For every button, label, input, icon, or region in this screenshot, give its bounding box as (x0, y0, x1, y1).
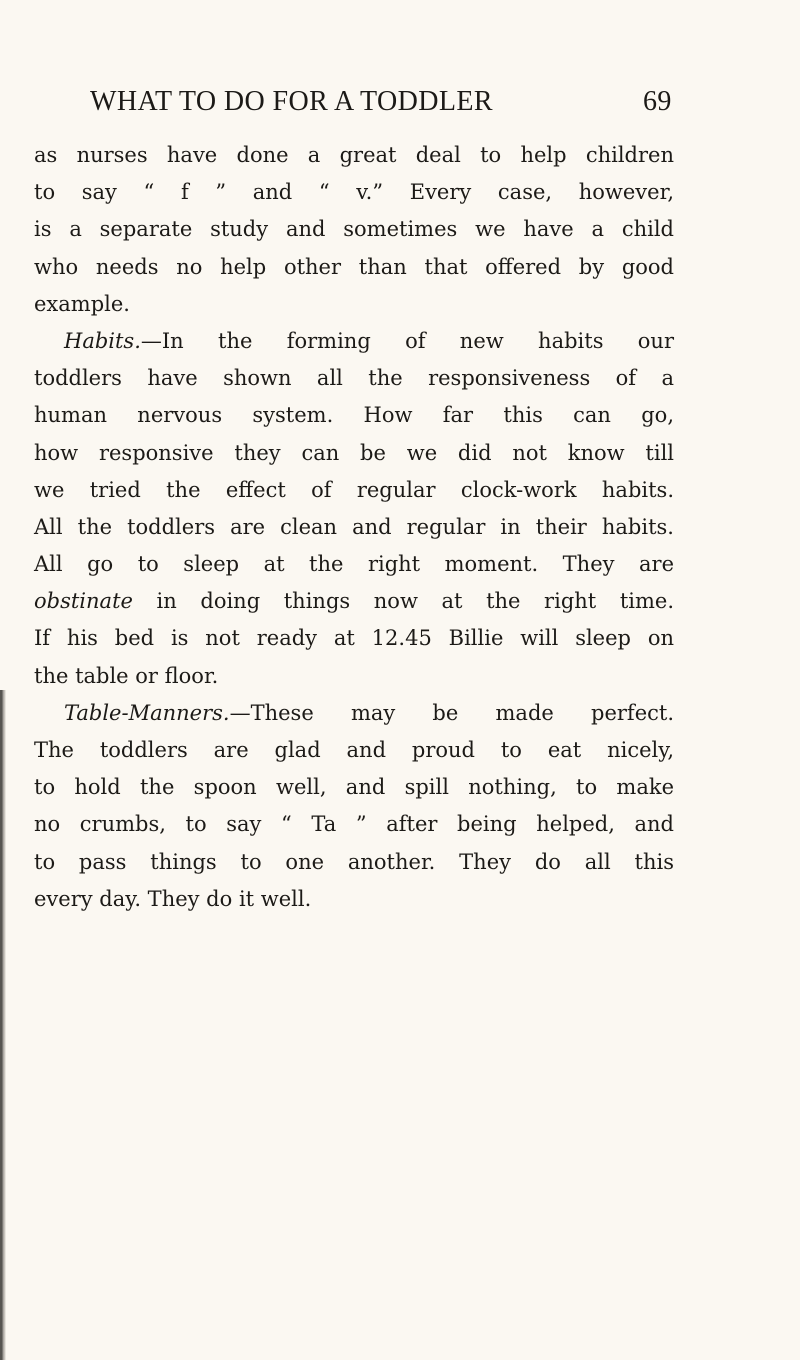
text-line: All the toddlers are clean and regular in their habits. (34, 514, 674, 539)
text-line: toddlers have shown all the responsiveness of a (34, 366, 674, 391)
text-line: as nurses have done a great deal to help children (34, 143, 674, 167)
section-heading-habits: Habits. (64, 328, 141, 353)
text-line: The toddlers are glad and proud to eat nicely, (34, 738, 674, 762)
text-line: the table or floor. (34, 663, 219, 688)
text-line: obstinate in doing things now at the right time. (34, 589, 674, 614)
page-number: 69 (643, 86, 672, 117)
text-line: who needs no help other than that offered by good (34, 254, 674, 279)
text-line: every day. They do it well. (34, 886, 312, 911)
text-line: to say “ f ” and “ v.” Every case, however, (34, 180, 674, 205)
text-line: example. (34, 291, 130, 316)
text-line: If his bed is not ready at 12.45 Billie will sleep on (34, 626, 674, 651)
text-line: All go to sleep at the right moment. They are (34, 552, 674, 577)
text-line: how responsive they can be we did not know till (34, 440, 674, 465)
text-line: we tried the effect of regular clock-work habits. (34, 477, 674, 502)
text-line: Table-Manners.—These may be made perfect. (64, 700, 674, 725)
body-text (34, 137, 674, 918)
section-heading-table-manners: Table-Manners. (64, 700, 230, 725)
running-title: WHAT TO DO FOR A TODDLER (90, 86, 493, 117)
text-line: is a separate study and sometimes we have a child (34, 217, 674, 242)
page-binding-edge (0, 690, 6, 1360)
text-line: Habits.—In the forming of new habits our (64, 328, 674, 353)
text-line: to hold the spoon well, and spill nothing, to make (34, 775, 674, 800)
text-line: human nervous system. How far this can go, (34, 403, 674, 428)
text-line: to pass things to one another. They do all this (34, 849, 674, 874)
italic-word: obstinate (34, 589, 133, 614)
text-line: no crumbs, to say “ Ta ” after being helped, and (34, 812, 674, 837)
